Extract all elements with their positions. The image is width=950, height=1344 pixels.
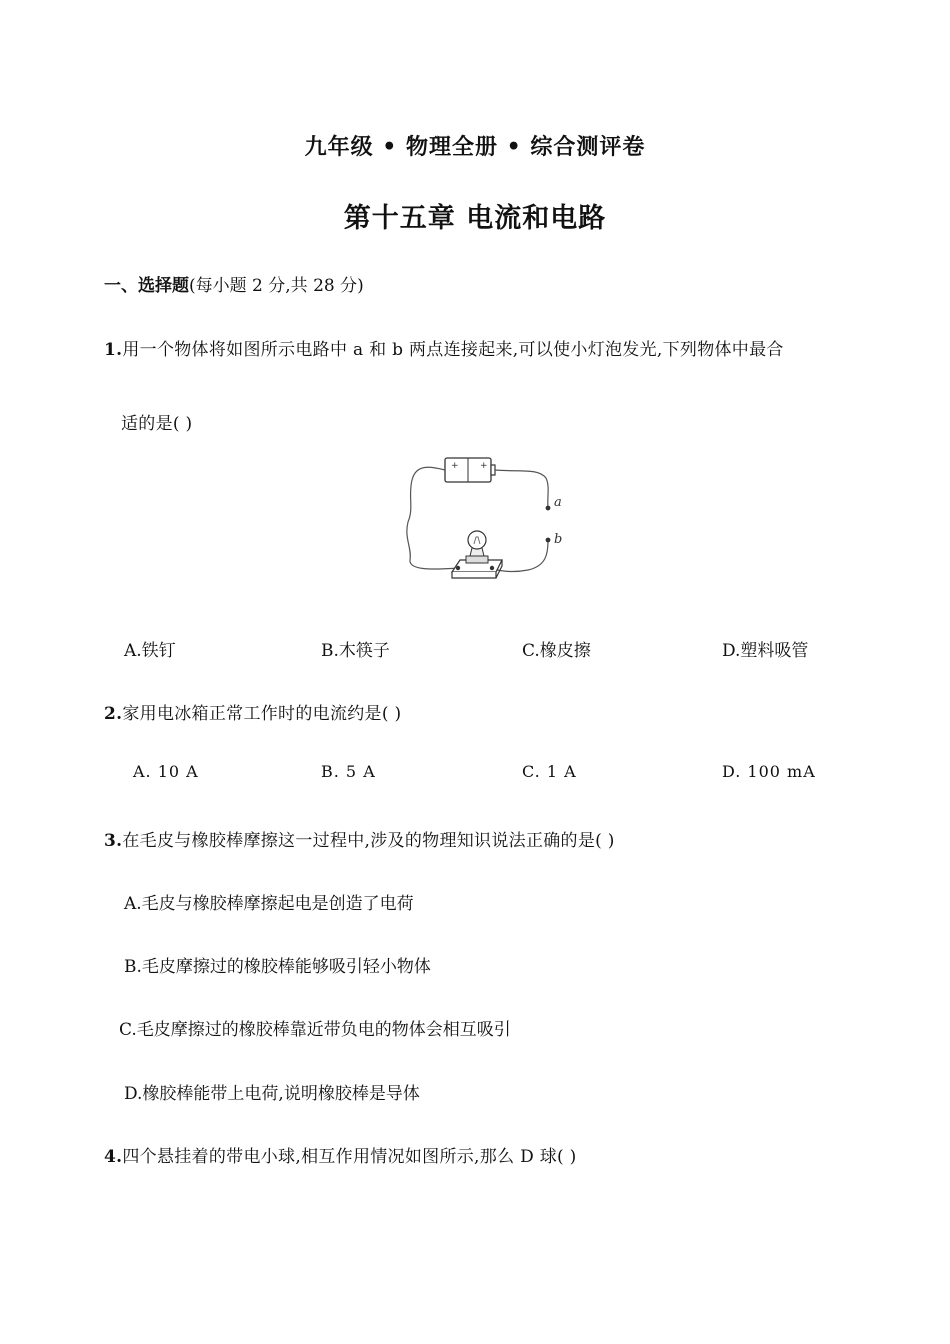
q1-option-a[interactable]: A.铁钉	[124, 641, 176, 661]
q1-option-c[interactable]: C.橡皮擦	[522, 641, 591, 661]
question-2	[104, 699, 401, 724]
question-number: 2.	[104, 704, 123, 724]
section-label: 一、选择题	[104, 276, 189, 296]
question-number: 4.	[104, 1147, 123, 1167]
svg-text:+: +	[451, 461, 459, 471]
question-number: 3.	[104, 831, 123, 851]
question-1	[104, 335, 784, 360]
chapter-title: 第十五章 电流和电路	[343, 203, 607, 234]
question-3	[104, 826, 615, 851]
q2-option-b[interactable]: B. 5 A	[321, 762, 376, 781]
q2-option-c[interactable]: C. 1 A	[522, 762, 577, 781]
question-text: 家用电冰箱正常工作时的电流约是( )	[122, 704, 402, 724]
label-b: b	[554, 532, 563, 547]
q2-option-a[interactable]: A. 10 A	[133, 762, 199, 781]
svg-text:+: +	[480, 461, 488, 471]
question-text: 用一个物体将如图所示电路中 a 和 b 两点连接起来,可以使小灯泡发光,下列物体中最合	[122, 340, 784, 360]
q3-option-b[interactable]: B.毛皮摩擦过的橡胶棒能够吸引轻小物体	[124, 957, 431, 977]
question-text: 四个悬挂着的带电小球,相互作用情况如图所示,那么 D 球( )	[122, 1147, 577, 1167]
section-note: (每小题 2 分,共 28 分)	[189, 276, 364, 296]
q1-option-d[interactable]: D.塑料吸管	[722, 641, 809, 661]
circuit-diagram	[400, 452, 580, 592]
q3-option-c[interactable]: C.毛皮摩擦过的橡胶棒靠近带负电的物体会相互吸引	[119, 1020, 511, 1040]
question-number: 1.	[104, 340, 123, 360]
q3-option-d[interactable]: D.橡胶棒能带上电荷,说明橡胶棒是导体	[124, 1084, 420, 1104]
question-4	[104, 1142, 577, 1167]
question-1-continuation: 适的是( )	[121, 414, 193, 434]
label-a: a	[554, 495, 562, 510]
q3-option-a[interactable]: A.毛皮与橡胶棒摩擦起电是创造了电荷	[124, 894, 414, 914]
section-heading	[104, 271, 364, 296]
bulb-icon	[468, 531, 486, 549]
q2-option-d[interactable]: D. 100 mA	[722, 762, 816, 781]
q1-option-b[interactable]: B.木筷子	[321, 641, 390, 661]
page-title: 九年级 • 物理全册 • 综合测评卷	[304, 134, 646, 160]
question-text: 在毛皮与橡胶棒摩擦这一过程中,涉及的物理知识说法正确的是( )	[122, 831, 615, 851]
